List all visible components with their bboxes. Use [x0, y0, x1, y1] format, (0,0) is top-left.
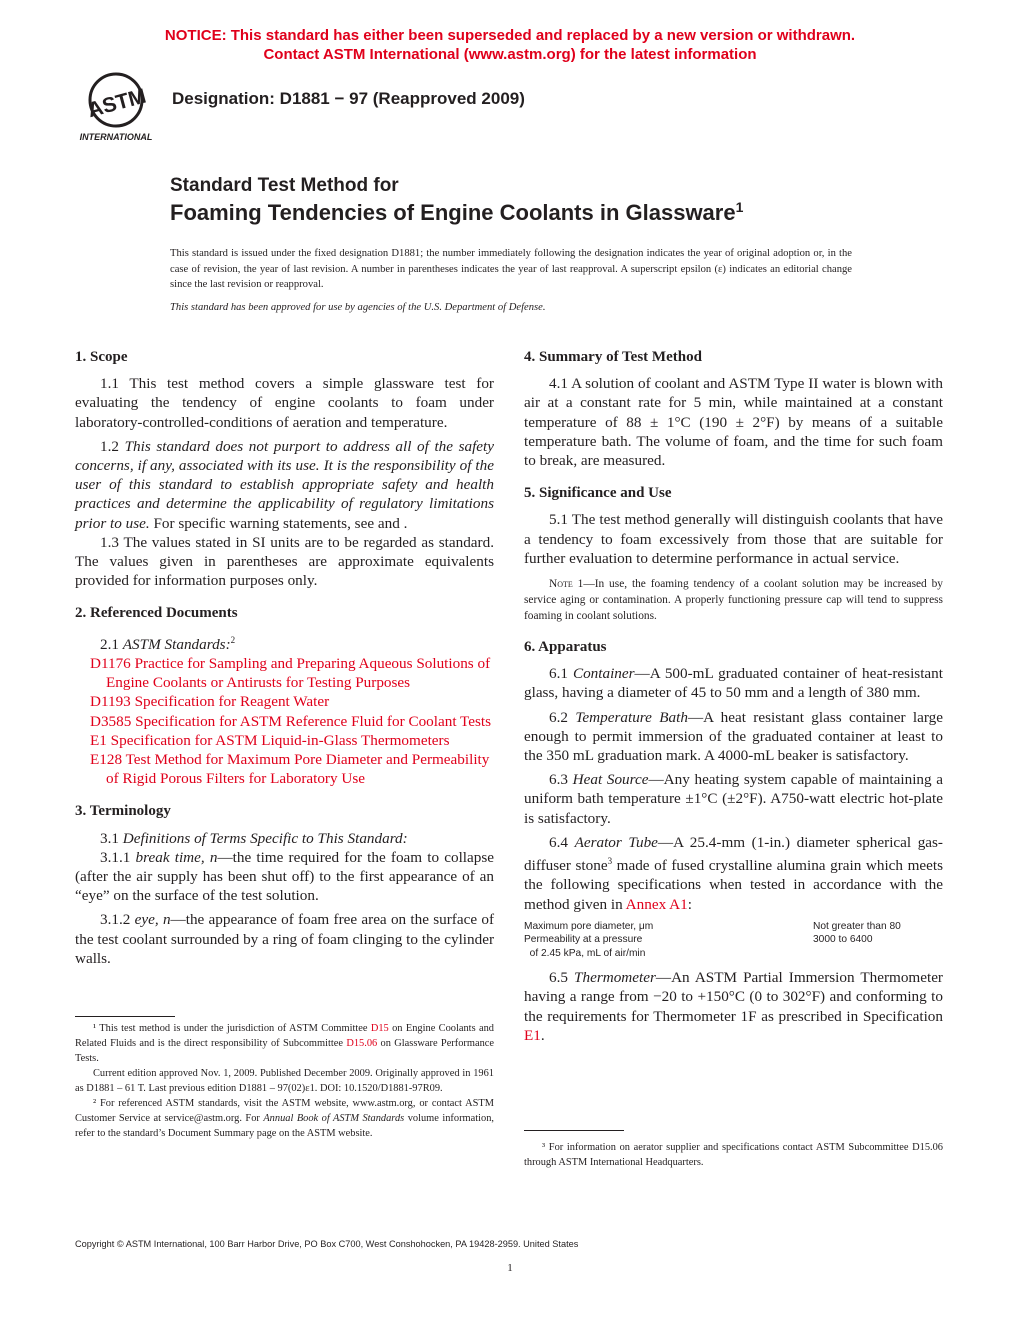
para-2-1: [75, 631, 494, 654]
table-cell-label: Maximum pore diameter, μm: [524, 920, 654, 932]
table-row: [524, 920, 943, 934]
ref-code-link[interactable]: D3585: [90, 712, 132, 730]
footnote-2-italic: Annual Book of ASTM Standards: [263, 1113, 405, 1124]
para-2-1-italic: ASTM Standards:: [122, 635, 231, 653]
ref-code-link[interactable]: E1: [90, 731, 107, 749]
para-3-1-num: 3.1: [100, 829, 123, 847]
logo-subtext: INTERNATIONAL: [79, 132, 153, 142]
para-3-1-2-num: 3.1.2: [100, 911, 135, 929]
para-3-1-1: [75, 848, 494, 906]
ref-title-link[interactable]: Specification for ASTM Reference Fluid for Coolant Tests: [131, 712, 492, 730]
para-6-5-end: .: [540, 1026, 545, 1044]
para-6-2: [524, 708, 943, 766]
para-6-4-italic: Aerator Tube: [574, 833, 658, 851]
note-1: [524, 576, 943, 624]
notice-line-2: Contact ASTM International (www.astm.org) for the latest information: [263, 46, 757, 63]
para-6-5-italic: Thermometer: [574, 969, 656, 987]
ref-item[interactable]: [75, 654, 494, 692]
para-6-4-end: :: [687, 895, 692, 913]
astm-logo: [70, 72, 162, 144]
title-text: Foaming Tendencies of Engine Coolants in Glassware: [170, 200, 736, 225]
copyright-footer: Copyright © ASTM International, 100 Barr Harbor Drive, PO Box C700, West Conshohocken, PA 19428-2959. United States: [75, 1239, 579, 1249]
table-cell-label: Permeability at a pressure: [524, 934, 643, 946]
page-number: 1: [507, 1262, 513, 1274]
para-1-2-italic: This standard does not purport to address all of the safety concerns, if any, associated with its use. It is the responsibility of the user of this standard to establish appropriate safety and health practices and determine the applicability of regulatory limitations prior to use.: [75, 437, 495, 532]
para-6-1-num: 6.1: [549, 665, 573, 683]
para-6-2-italic: Temperature Bath: [575, 708, 688, 726]
para-5-1: 5.1 The test method generally will distinguish coolants that have a tendency to foam excessively from those that are suitable for further evaluation to determine performance in actual service.: [524, 511, 943, 567]
para-3-1: [75, 829, 494, 848]
table-cell-value: Not greater than 80: [813, 920, 901, 932]
footnotes-left: [75, 1021, 494, 1141]
para-6-1: [524, 664, 943, 702]
para-3-1-1-term: break time, n: [135, 848, 218, 866]
para-6-2-num: 6.2: [549, 708, 576, 726]
section-heading-summary: 4. Summary of Test Method: [524, 349, 702, 365]
para-6-3-rest: —Any heating system capable of maintaining a uniform bath temperature ±1°C (±2°F). A750-watt electric hot-plate is satisfactory.: [524, 771, 944, 827]
logo-text: ASTM: [85, 84, 149, 123]
footnote-1-text-c: on Glassware Performance Tests.: [75, 1038, 494, 1064]
d15-06-link[interactable]: D15.06: [346, 1038, 378, 1049]
para-2-1-num: 2.1: [100, 635, 123, 653]
para-6-4-num: 6.4: [549, 833, 575, 851]
ref-code-link[interactable]: D1193: [90, 693, 131, 711]
ref-code-link[interactable]: D1176: [90, 654, 131, 672]
title-line-1: Standard Test Method for: [170, 175, 399, 196]
footnote-2: [75, 1096, 494, 1141]
para-3-1-2: [75, 910, 494, 968]
para-1-3: 1.3 The values stated in SI units are to be regarded as standard. The values given in parentheses are approximate equivalents provided for information purposes only.: [75, 533, 494, 590]
table-cell-label: of 2.45 kPa, mL of air/min: [524, 947, 646, 959]
para-1-2: [75, 437, 494, 533]
notice-line-1: NOTICE: This standard has either been superseded and replaced by a new version or withdrawn.: [164, 27, 856, 44]
para-6-3: [524, 770, 943, 828]
para-6-1-rest: —A 500-mL graduated container of heat-resistant glass, having a diameter of 45 to 50 mm and a length of 380 mm.: [524, 665, 943, 702]
para-6-3-num: 6.3: [549, 771, 573, 789]
para-2-1-sup: 2: [230, 634, 236, 645]
annex-a1-link[interactable]: Annex A1: [625, 895, 688, 913]
ref-code-link[interactable]: E128: [90, 750, 123, 768]
para-3-1-1-rest: —the time required for the foam to collapse (after the air supply has been shut off) to the first appearance of an “eye” on the surface of the test solution.: [75, 848, 495, 905]
para-6-4-footnote-ref: 3: [607, 856, 613, 867]
footnote-3: ³ For information on aerator supplier and specifications contact ASTM Subcommittee D15.06 through ASTM International Headquarters.: [524, 1142, 943, 1168]
ref-title-link[interactable]: Practice for Sampling and Preparing Aqueous Solutions of Engine Coolants or Antirusts for Testing Purposes: [106, 654, 491, 692]
footnote-1-edition: Current edition approved Nov. 1, 2009. Published December 2009. Originally approved in 1961 as D1881 – 61 T. Last previous edition D1881 – 97(02)ε1. DOI: 10.1520/D1881-97R09.: [75, 1068, 494, 1094]
ref-item[interactable]: [75, 731, 494, 750]
footnote-1: [75, 1021, 494, 1066]
ref-title-link[interactable]: Specification for ASTM Liquid-in-Glass Thermometers: [106, 731, 450, 749]
section-heading-terminology: 3. Terminology: [75, 803, 171, 820]
table-row: [524, 947, 943, 961]
para-1-2-rest: For specific warning statements, see and .: [149, 514, 408, 532]
intro-dod-statement: This standard has been approved for use by agencies of the U.S. Department of Defense.: [170, 302, 546, 313]
para-6-3-italic: Heat Source: [572, 771, 649, 789]
aerator-spec-table: [524, 920, 943, 961]
footnotes-right: [524, 1140, 943, 1170]
para-3-1-2-term: eye, n: [134, 911, 171, 929]
note-1-label: Note 1: [549, 578, 584, 591]
ref-item[interactable]: [75, 750, 494, 788]
designation: Designation: D1881 − 97 (Reapproved 2009): [172, 89, 525, 108]
right-column: [524, 348, 943, 1045]
footnote-2-text-a: ² For referenced ASTM standards, visit the ASTM website, www.astm.org, or contact ASTM Customer Service at service@astm.org. For: [75, 1098, 494, 1124]
para-3-1-1-num: 3.1.1: [100, 848, 136, 866]
ref-item[interactable]: [75, 692, 494, 711]
title-footnote-ref: 1: [735, 199, 744, 215]
para-3-1-italic: Definitions of Terms Specific to This Standard:: [122, 829, 408, 847]
note-1-text: —In use, the foaming tendency of a coolant solution may be increased by service aging or contamination. A properly functioning pressure cap will tend to suppress foaming in coolant solutions.: [524, 578, 943, 623]
para-6-2-rest: —A heat resistant glass container large enough to permit immersion of the graduated container at least to the 350 mL graduation mark. A 4000-mL beaker is satisfactory.: [524, 708, 944, 765]
section-heading-referenced-documents: 2. Referenced Documents: [75, 605, 238, 622]
footnote-1-text-b: on Engine Coolants and Related Fluids and is the direct responsibility of Subcommittee: [75, 1023, 494, 1049]
para-6-1-italic: Container: [572, 665, 635, 683]
para-6-5-num: 6.5: [549, 969, 575, 987]
ref-item[interactable]: [75, 712, 494, 731]
table-cell-value: 3000 to 6400: [813, 934, 873, 946]
para-3-1-2-rest: —the appearance of foam free area on the surface of the test coolant surrounded by a ring of foam clinging to the cylinder walls.: [75, 911, 494, 967]
d15-link[interactable]: D15: [370, 1023, 389, 1034]
section-heading-apparatus: 6. Apparatus: [524, 639, 607, 656]
table-row: [524, 933, 943, 947]
para-1-1: 1.1 This test method covers a simple glassware test for evaluating the tendency of engine coolants to foam under laboratory-controlled-conditions of aeration and temperature.: [75, 375, 494, 431]
para-4-1: 4.1 A solution of coolant and ASTM Type II water is blown with air at a constant rate for 5 min, while maintained at a constant temperature of 88 ± 1°C (190 ± 2°F) by means of a suitable temperature bath. The volume of foam, and the time for such foam to break, are measured.: [524, 375, 943, 470]
section-heading-scope: 1. Scope: [75, 349, 128, 365]
para-6-4-rest-1: —A 25.4-mm (1-in.) diameter spherical gas-diffuser stone: [524, 833, 943, 875]
para-6-4: [524, 833, 943, 914]
footnote-rule-left: [75, 1016, 175, 1017]
footnote-rule-right: [524, 1130, 624, 1131]
title-line-2: [170, 199, 743, 226]
footnote-1-text-a: ¹ This test method is under the jurisdiction of ASTM Committee: [93, 1023, 371, 1034]
ref-title-link[interactable]: Specification for Reagent Water: [130, 693, 330, 711]
notice-banner: [0, 26, 1020, 64]
ref-title-link[interactable]: Test Method for Maximum Pore Diameter and Permeability of Rigid Porous Filters for Laboratory Use: [106, 750, 490, 788]
para-1-2-num: 1.2: [100, 437, 125, 455]
para-6-5-rest: —An ASTM Partial Immersion Thermometer having a range from −20 to +150°C (0 to 302°F) and conforming to the requirements for Thermometer 1F as prescribed in Specification: [524, 969, 943, 1025]
para-6-5: [524, 968, 943, 1045]
section-heading-significance: 5. Significance and Use: [524, 485, 672, 502]
e1-link[interactable]: E1: [524, 1026, 541, 1044]
footnote-2-text-b: volume information, refer to the standard’s Document Summary page on the ASTM website.: [75, 1113, 494, 1139]
left-column: [75, 348, 494, 968]
intro-paragraph: This standard is issued under the fixed designation D1881; the number immediately following the designation indicates the year of original adoption or, in the case of revision, the year of last revision. A number in parentheses indicates the year of last reapproval. A superscript epsilon (ε) indicates an editorial change since the last revision or reapproval.: [170, 248, 852, 290]
para-6-4-rest-2: made of fused crystalline alumina grain which meets the following specifications when tested in accordance with the method given in: [524, 857, 943, 913]
